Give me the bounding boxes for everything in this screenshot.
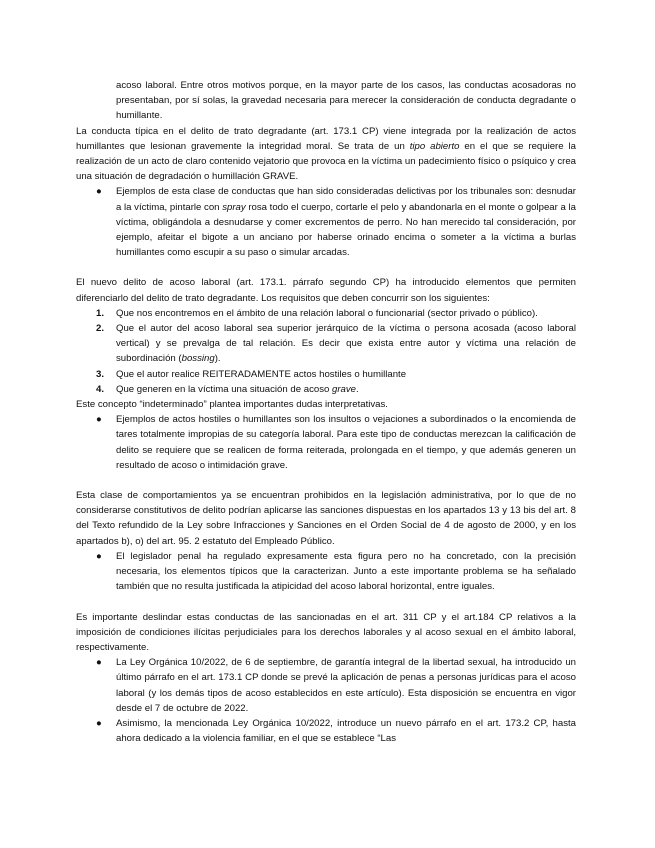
emphasis-grave: grave [332,383,356,395]
list-item [76,184,576,260]
bullet-list [76,184,576,260]
list-item [76,716,576,746]
list-item-text: Que generen en la víctima una situación de acoso [116,383,332,395]
list-item [76,549,576,595]
bullet-icon: ● [96,657,102,669]
text-run: rosa todo el cuerpo, cortarle el pelo y abandonarla en el monte o golpear a la víctima, obligándola a desnudarse y comer excrementos de perro. No han merecido tal consideración, por ejemplo, afeitar el bigote a un anciano por haberse orinado encima o someter a la víctima a burlas humillantes como escupir a su paso o simular arcadas. [116,201,576,259]
list-item [76,321,576,367]
note-paragraph: Este concepto “indeterminado” plantea importantes dudas interpretativas. [76,399,388,411]
document-page [76,78,576,746]
paragraph-gap [76,260,576,275]
list-item [76,412,576,473]
list-number: 4. [96,383,105,395]
list-item [76,655,576,716]
legislation-paragraph: Esta clase de comportamientos ya se encuentran prohibidos en la legislación administrativa, por lo que de no considerarse constitutivos de delito podrían aplicarse las sanciones dispuestas en los apartados 13 y 13 bis del art. 8 del Texto refundido de la Ley sobre Infracciones y Sanciones en el Orden Social de 4 de agosto de 2000, y en los apartados b), o) del art. 95. 2 estatuto del Empleado Público. [76,490,576,547]
list-number: 3. [96,368,105,380]
paragraph-gap [76,595,576,610]
bullet-list [76,412,576,473]
bullet-list [76,655,576,746]
list-item-text: Que el autor del acoso laboral sea superior jerárquico de la víctima o persona acosada (acoso laboral vertical) y se prevalga de tal relación. Es decir que exista entre autor y víctima una relación de subordinación ( [116,323,576,365]
list-item [76,382,576,397]
list-item-text: La Ley Orgánica 10/2022, de 6 de septiembre, de garantía integral de la libertad sexual, ha introducido un último párrafo en el art. 173.1 CP donde se prevé la aplicación de penas a personas jurídicas para el acoso laboral (y los demás tipos de acoso establecidos en este artículo). Esta disposición se encuentra en vigor desde el 7 de octubre de 2022. [116,657,576,714]
acoso-laboral-intro: El nuevo delito de acoso laboral (art. 173.1. párrafo segundo CP) ha introducido elementos que permiten diferenciarlo del delito de trato degradante. Los requisitos que deben concurrir son los siguientes: [76,277,576,304]
deslindar-paragraph: Es importante deslindar estas conductas de las sancionadas en el art. 311 CP y el art.184 CP relativos a la imposición de condiciones ilícitas perjudiciales para los derechos laborales y al acoso sexual en el ámbito laboral, respectivamente. [76,611,576,653]
list-item-text: . [356,383,359,395]
list-item-text: Que nos encontremos en el ámbito de una relación laboral o funcionarial (sector privado o público). [116,307,538,319]
paragraph-gap [76,473,576,488]
list-item-text: El legislador penal ha regulado expresamente esta figura pero no ha concretado, con la precisión necesaria, los elementos típicos que la caracterizan. Junto a este importante problema se ha señalado también que no resulta justificada la atipicidad del acoso laboral horizontal, entre iguales. [116,550,576,593]
emphasis-tipo-abierto: tipo abierto [409,140,460,152]
list-item [76,367,576,382]
bullet-icon: ● [96,717,102,729]
text-run: en el que se requiere la realización de un acto de claro contenido vejatorio que provoca en la víctima un padecimiento físico o psíquico y crea una situación de degradación o humillación GRAVE. [76,140,576,183]
list-item-text: Que el autor realice REITERADAMENTE actos hostiles o humillante [116,368,407,380]
bullet-icon: ● [96,550,102,562]
bullet-list [76,549,576,595]
bullet-icon: ● [96,186,102,198]
list-item-text: Ejemplos de actos hostiles o humillantes son los insultos o vejaciones a subordinados o la encomienda de tares totalmente impropias de su categoría laboral. Para este tipo de conductas merezcan la calificación de delito se requiere que se realicen de forma reiterada, prolongada en el tiempo, y que además generen un resultado de acoso o intimidación grave. [116,414,576,471]
list-number: 2. [96,323,105,335]
list-item [76,306,576,321]
requirements-list [76,306,576,397]
text-run: La conducta típica en el delito de trato degradante (art. 173.1 CP) viene integrada por la realización de actos humillantes que lesionan gravemente la integridad moral. Se trata de un [76,125,576,152]
bullet-icon: ● [96,414,102,426]
list-item-text: ). [214,353,221,365]
list-item-text: Asimismo, la mencionada Ley Orgánica 10/2022, introduce un nuevo párrafo en el art. 173.2 CP, hasta ahora dedicado a la violencia familiar, en el que se establece “Las [116,717,576,745]
list-number: 1. [96,307,105,319]
text-run: Ejemplos de esta clase de conductas que han sido consideradas delictivas por los tribunales son: desnudar a la víctima, pintarle con [116,186,576,213]
continuation-paragraph: acoso laboral. Entre otros motivos porque, en la mayor parte de los casos, las conductas acosadoras no presentaban, por sí solas, la gravedad necesaria para merecer la consideración de conducta degradante o humillante. [116,80,576,122]
trato-degradante-paragraph [76,124,576,185]
emphasis-bossing: bossing [181,353,215,365]
emphasis-spray: spray [222,201,246,213]
